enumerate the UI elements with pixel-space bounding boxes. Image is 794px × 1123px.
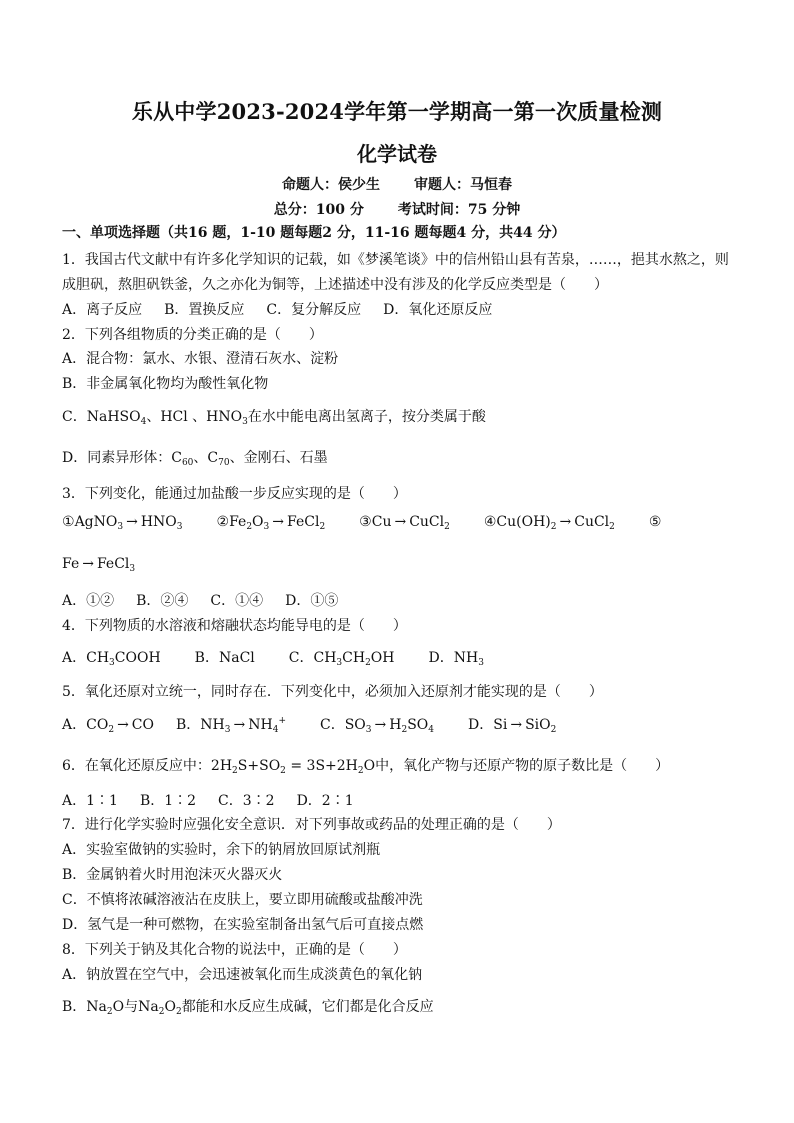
q4-option-c: C．$CH_3CH_2OH$ <box>288 650 395 668</box>
q2-option-a: A．混合物：氯水、水银、澄清石灰水、淀粉 <box>62 351 339 367</box>
q2-option-c <box>62 406 486 427</box>
q2-d-label: D．同素异形体： <box>62 450 172 466</box>
q2-option-d <box>62 447 328 468</box>
q5-option-b: B．$NH_3 \to NH_4^+$ <box>176 716 286 735</box>
q1-option-b: B．置换反应 <box>164 302 245 318</box>
q5-option-d: D．Si → SiO$_2$ <box>468 717 557 735</box>
q7-option-b: B．金属钠着火时用泡沫灭火器灭火 <box>62 867 283 883</box>
q6-option-a: A．1∶1 <box>62 793 118 809</box>
q4-option-b: B．NaCl <box>194 650 255 666</box>
q2-option-b: B．非金属氧化物均为酸性氧化物 <box>62 376 269 392</box>
q3-options <box>62 590 338 610</box>
q3-option-a: A．①② <box>62 593 115 609</box>
q3-item-2: $②Fe_2O_3$ → FeCl$_2$ <box>216 514 326 532</box>
q6-option-c: C．3∶2 <box>218 793 275 809</box>
q8-option-a: A．钠放置在空气中，会迅速被氧化而生成淡黄色的氧化钠 <box>62 967 423 983</box>
q1-stem-line2: 成胆矾，熬胆矾铁釜，久之亦化为铜等，上述描述中没有涉及的化学反应类型是（ ） <box>62 277 608 293</box>
q4-options <box>62 647 484 668</box>
q8-option-b: B．$Na_2O$与$Na_2O_2$都能和水反应生成碱，它们都是化合反应 <box>62 999 434 1017</box>
q7-stem: 7．进行化学实验时应强化安全意识．对下列事故或药品的处理正确的是（ ） <box>62 817 561 833</box>
total-score: 总分：100 分 <box>273 202 364 218</box>
q5-options <box>62 714 556 735</box>
q3-item-5: Fe → FeCl$_3$ <box>62 556 136 574</box>
q1-option-c: C．复分解反应 <box>266 302 362 318</box>
q8-stem: 8．下列关于钠及其化合物的说法中，正确的是（ ） <box>62 942 407 958</box>
q7-option-a: A．实验室做钠的实验时，余下的钠屑放回原试剂瓶 <box>62 842 381 858</box>
q6-options <box>62 790 354 810</box>
q2-c-formulas: NaHSO$_4$、HCl 、$HNO_3$ <box>86 409 248 427</box>
q3-option-d: D．①⑤ <box>285 593 339 609</box>
q2-c-text: 在水中能电离出氢离子，按分类属于酸 <box>247 409 486 425</box>
q2-d-formulas: $C_{60}$、$C_{70}$ <box>171 450 230 468</box>
q3-changes <box>62 514 661 532</box>
q6-stem: 6．在氧化还原反应中：$2H_2S+SO_2 = 3S+2H_2O$中，氧化产物与还原产物的原子数比是（ ） <box>62 758 670 776</box>
q1-options <box>62 299 492 319</box>
score-time-line <box>0 199 794 219</box>
q4-option-d: D．$NH_3$ <box>428 650 484 668</box>
setter: 命题人：侯少生 <box>282 177 380 193</box>
q3-item-1: ①AgNO$_3$ → $HNO_3$ <box>62 514 183 532</box>
q3-item-3: ③Cu → CuCl$_2$ <box>359 514 450 532</box>
q3-item-5-number: ⑤ <box>648 514 662 530</box>
q4-stem: 4．下列物质的水溶液和熔融状态均能导电的是（ ） <box>62 618 407 634</box>
authors-line <box>0 174 794 194</box>
q7-option-c: C．不慎将浓碱溶液沾在皮肤上，要立即用硫酸或盐酸冲洗 <box>62 892 423 908</box>
q5-option-c: C．$SO_3 \to H_2SO_4$ <box>319 717 435 735</box>
exam-title: 乐从中学2023-2024学年第一学期高一第一次质量检测 <box>131 99 663 124</box>
q2-d-text: 、金刚石、石墨 <box>229 450 328 466</box>
q3-option-b: B．②④ <box>136 593 189 609</box>
q4-option-a: A．$CH_3COOH$ <box>62 650 161 668</box>
q1-option-a: A．离子反应 <box>62 302 143 318</box>
q2-c-label: C． <box>62 409 87 425</box>
q5-stem: 5．氧化还原对立统一，同时存在．下列变化中，必须加入还原剂才能实现的是（ ） <box>62 684 603 700</box>
reviewer: 审题人：马恒春 <box>414 177 512 193</box>
q3-stem: 3．下列变化，能通过加盐酸一步反应实现的是（ ） <box>62 486 407 502</box>
q6-equation: $2H_2S+SO_2 = 3S+2H_2O$ <box>210 758 376 776</box>
section-title: 一、单项选择题（共16 题，1-10 题每题2 分，11-16 题每题4 分，共44 分） <box>62 225 566 241</box>
q1-option-d: D．氧化还原反应 <box>383 302 493 318</box>
exam-time: 考试时间：75 分钟 <box>397 202 521 218</box>
q2-stem: 2．下列各组物质的分类正确的是（ ） <box>62 327 323 343</box>
exam-subtitle: 化学试卷 <box>357 142 437 166</box>
q6-option-b: B．1∶2 <box>139 793 197 809</box>
q3-item-4: $④Cu(OH)_2$ → CuCl$_2$ <box>483 514 615 532</box>
q6-option-d: D．2∶1 <box>296 793 354 809</box>
q1-stem-line1: 1．我国古代文献中有许多化学知识的记载，如《梦溪笔谈》中的信州铅山县有苦泉，……，挹其水熬之，则 <box>62 252 729 268</box>
q5-option-a: A．$CO_2$ → CO <box>62 717 154 735</box>
q7-option-d: D．氢气是一种可燃物，在实验室制备出氢气后可直接点燃 <box>62 917 424 933</box>
q3-option-c: C．①④ <box>210 593 264 609</box>
